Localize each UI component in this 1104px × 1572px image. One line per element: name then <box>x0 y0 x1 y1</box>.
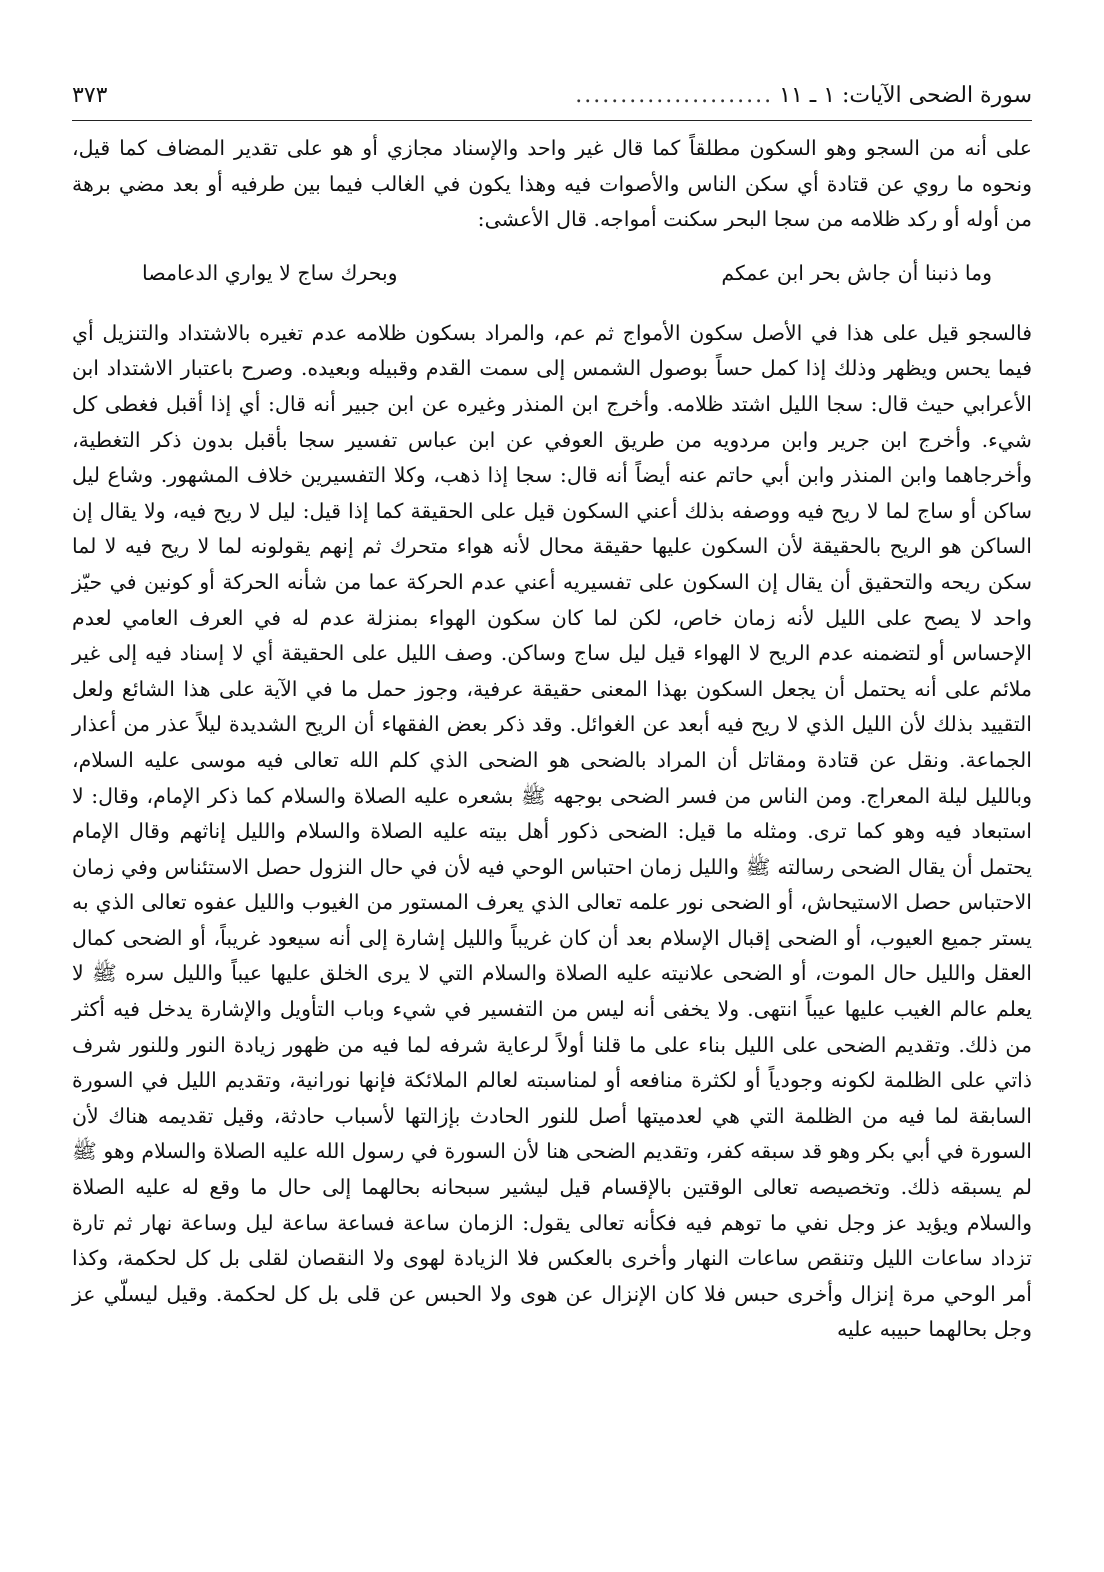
paragraph-intro: على أنه من السجو وهو السكون مطلقاً كما قال غير واحد والإسناد مجازي أو هو على تقدير المضاف كما قيل، ونحوه ما روي عن قتادة أي سكن الناس والأصوات فيه وهذا يكون في الغالب فيما بين طرفيه أو بعد مضي برهة من أوله أو ركد ظلامه من سجا البحر سكنت أمواجه. قال الأعشى: <box>72 136 1032 232</box>
verse-first-hemistich: وما ذنبنا أن جاش بحر ابن عمكم <box>721 260 992 285</box>
verse-second-hemistich: وبحرك ساج لا يواري الدعامصا <box>142 260 398 285</box>
header-title: سورة الضحى الآيات: ١ ـ ١١ <box>779 83 1032 108</box>
paragraph-main: فالسجو قيل على هذا في الأصل سكون الأمواج ثم عم، والمراد بسكون ظلامه عدم تغيره بالاشتداد والتنزيل أي فيما يحس ويظهر وذلك إذا كمل حساً بوصول الشمس إلى سمت القدم وقبيله وبعيده. وصرح باعتبار الاشتداد ابن الأعرابي حيث قال: سجا الليل اشتد ظلامه. وأخرج ابن المنذر وغيره عن ابن جبير أنه قال: أي إذا أقبل فغطى كل شيء. وأخرج ابن جرير وابن مردويه من طريق العوفي عن ابن عباس تفسير سجا بأقبل بدون ذكر التغطية، وأخرجاهما وابن المنذر وابن أبي حاتم عنه أيضاً أنه قال: سجا إذا ذهب، وكلا التفسيرين خلاف المشهور. وشاع ليل ساكن أو ساج لما لا ريح فيه ووصفه بذلك أعني السكون قيل على الحقيقة كما إذا قيل: ليل لا ريح فيه، ولا يقال إن الساكن هو الريح بالحقيقة لأن السكون عليها حقيقة محال لأنه هواء متحرك ثم إنهم يقولونه لما لا ريح فيه لا لما سكن ريحه والتحقيق أن يقال إن السكون على تفسيريه أعني عدم الحركة عما من شأنه الحركة أو كونين في حيّز واحد لا يصح على الليل لأنه زمان خاص، لكن لما كان سكون الهواء بمنزلة عدم له في العرف العامي لعدم الإحساس أو لتضمنه عدم الريح لا الهواء قيل ليل ساج وساكن. وصف الليل على الحقيقة أي لا إسناد فيه إلى غير ملائم على أنه يحتمل أن يجعل السكون بهذا المعنى حقيقة عرفية، وجوز حمل ما في الآية على هذا الشائع ولعل التقييد بذلك لأن الليل الذي لا ريح فيه أبعد عن الغوائل. وقد ذكر بعض الفقهاء أن الريح الشديدة ليلاً عذر من أعذار الجماعة. ونقل عن قتادة ومقاتل أن المراد بالضحى هو الضحى الذي كلم الله تعالى فيه موسى عليه السلام، وبالليل ليلة المعراج. ومن الناس من فسر الضحى بوجهه ﷺ بشعره عليه الصلاة والسلام كما ذكر الإمام، وقال: لا استبعاد فيه وهو كما ترى. ومثله ما قيل: الضحى ذكور أهل بيته عليه الصلاة والسلام والليل إناثهم وقال الإمام يحتمل أن يقال الضحى رسالته ﷺ والليل زمان احتباس الوحي فيه لأن في حال النزول حصل الاستئناس وفي زمان الاحتباس حصل الاستيحاش، أو الضحى نور علمه تعالى الذي يعرف المستور من الغيوب والليل عفوه تعالى الذي به يستر جميع العيوب، أو الضحى إقبال الإسلام بعد أن كان غريباً والليل إشارة إلى أنه سيعود غريباً، أو الضحى كمال العقل والليل حال الموت، أو الضحى علانيته عليه الصلاة والسلام التي لا يرى الخلق عليها عيباً والليل سره ﷺ لا يعلم عالم الغيب عليها عيباً انتهى. ولا يخفى أنه ليس من التفسير في شيء وباب التأويل والإشارة يدخل فيه أكثر من ذلك. وتقديم الضحى على الليل بناء على ما قلنا أولاً لرعاية شرفه لما فيه من ظهور زيادة النور وللنور شرف ذاتي على الظلمة لكونه وجودياً أو لكثرة منافعه أو لمناسبته لعالم الملائكة فإنها نورانية، وتقديم الليل في السورة السابقة لما فيه من الظلمة التي هي لعدميتها أصل للنور الحادث بإزالتها لأسباب حادثة، وقيل تقديمه هناك لأن السورة في أبي بكر وهو قد سبقه كفر، وتقديم الضحى هنا لأن السورة في رسول الله عليه الصلاة والسلام وهو ﷺ لم يسبقه ذلك. وتخصيصه تعالى الوقتين بالإقسام قيل ليشير سبحانه بحالهما إلى حال ما وقع له عليه الصلاة والسلام ويؤيد عز وجل نفي ما توهم فيه فكأنه تعالى يقول: الزمان ساعة فساعة ساعة ليل وساعة نهار ثم تارة تزداد ساعات الليل وتنقص ساعات النهار وأخرى بالعكس فلا الزيادة لهوى ولا النقصان لقلى بل كل لحكمة، وكذا أمر الوحي مرة إنزال وأخرى حبس فلا كان الإنزال عن هوى ولا الحبس عن قلى بل كل لحكمة. وقيل ليسلّي عز وجل بحالهما حبيبه عليه <box>72 320 1032 1342</box>
body-text <box>72 131 1032 1348</box>
header-leader-dots: ...................... <box>575 83 774 108</box>
poetry-verse <box>72 238 1032 316</box>
running-header <box>72 80 1032 121</box>
page-number: ٣٧٣ <box>72 83 108 108</box>
document-page <box>72 80 1032 1348</box>
